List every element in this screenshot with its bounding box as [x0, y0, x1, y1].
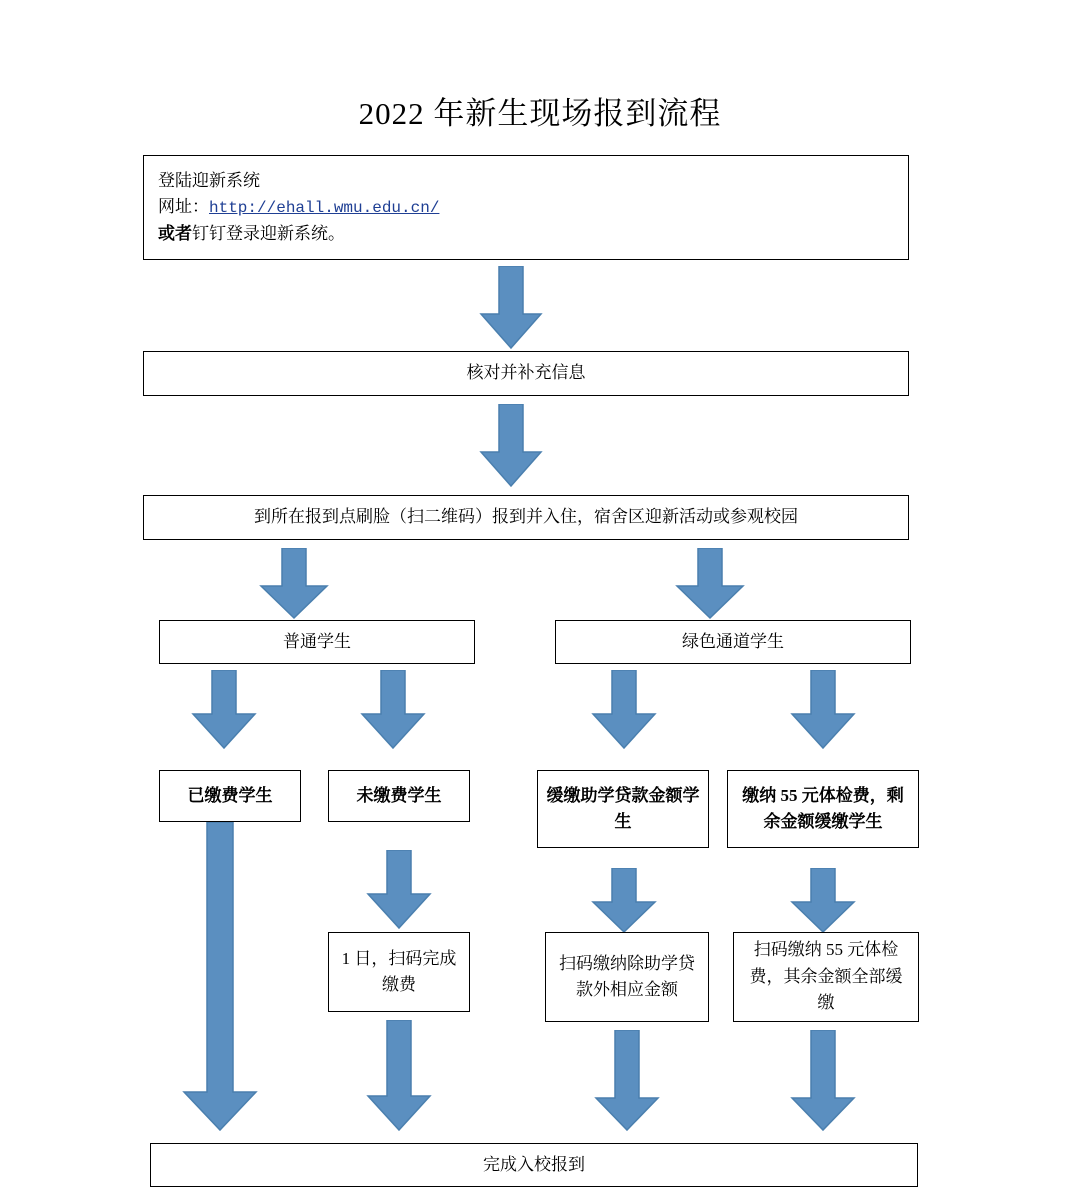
node-paid-student: 已缴费学生 [159, 770, 301, 822]
arrow-normal-to-paid [191, 670, 257, 750]
node-finish: 完成入校报到 [150, 1143, 918, 1187]
arrow-verify-to-checkin [479, 404, 543, 488]
arrow-payday-to-finish [366, 1020, 432, 1132]
node-verify: 核对并补充信息 [143, 351, 909, 396]
node-exam-fee-student: 缴纳 55 元体检费，剩余金额缓缴学生 [727, 770, 919, 848]
node-pay-exam-fee: 扫码缴纳 55 元体检费，其余金额全部缓缴 [733, 932, 919, 1022]
arrow-checkin-to-green-channel [675, 548, 745, 620]
node-checkin: 到所在报到点刷脸（扫二维码）报到并入住，宿舍区迎新活动或参观校园 [143, 495, 909, 540]
login-line-3-strong: 或者 [158, 224, 192, 244]
login-line-3-rest: 钉钉登录迎新系统。 [192, 224, 345, 244]
node-pay-by-day: 1 日，扫码完成缴费 [328, 932, 470, 1012]
page-title: 2022 年新生现场报到流程 [358, 96, 722, 131]
login-url-link[interactable]: http://ehall.wmu.edu.cn/ [209, 199, 440, 218]
node-green-channel-student: 绿色通道学生 [555, 620, 911, 664]
arrow-login-to-verify [479, 266, 543, 350]
login-line-1: 登陆迎新系统 [158, 171, 260, 190]
node-unpaid-student: 未缴费学生 [328, 770, 470, 822]
arrow-unpaid-to-payment [366, 850, 432, 930]
arrow-exam-fee-to-payment [790, 868, 856, 934]
arrow-payexam-to-finish [790, 1030, 856, 1132]
arrow-green-to-exam-fee [790, 670, 856, 750]
arrow-green-to-loan [591, 670, 657, 750]
node-pay-except-loan: 扫码缴纳除助学贷款外相应金额 [545, 932, 709, 1022]
node-loan-student: 缓缴助学贷款金额学生 [537, 770, 709, 848]
arrow-paid-to-finish [182, 822, 258, 1132]
login-url-label: 网址： [158, 197, 209, 217]
arrow-loan-to-payment [591, 868, 657, 934]
arrow-checkin-to-normal [259, 548, 329, 620]
arrow-payloan-to-finish [594, 1030, 660, 1132]
login-line-3 [158, 221, 439, 247]
login-line-2 [158, 194, 439, 221]
node-login [143, 155, 909, 260]
node-normal-student: 普通学生 [159, 620, 475, 664]
arrow-normal-to-unpaid [360, 670, 426, 750]
